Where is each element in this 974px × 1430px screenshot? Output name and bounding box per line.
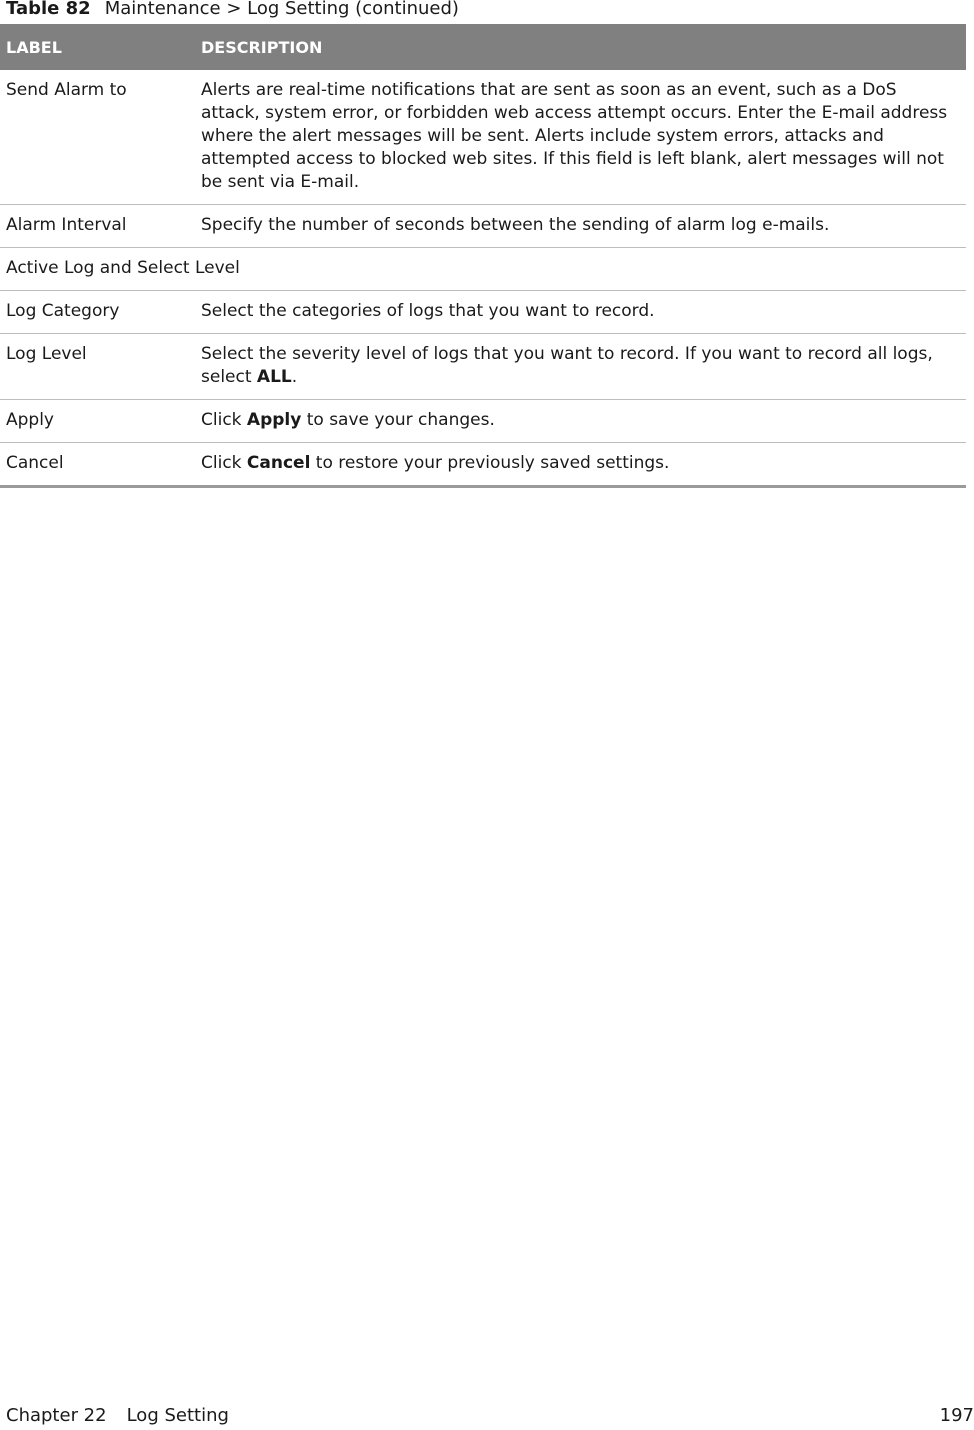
row-description [195,334,966,400]
table-row [0,205,966,248]
page-footer [6,1403,229,1429]
row-description [195,400,966,443]
footer-chapter: Chapter 22 [6,1405,107,1426]
description-text: . [291,367,298,387]
table-header-row [0,24,966,70]
table-row [0,443,966,487]
description-text: to save your changes. [301,410,495,430]
description-text: to restore your previously saved settings. [310,453,670,473]
row-description [195,443,966,487]
table-caption [6,0,459,21]
description-bold: Apply [246,410,302,430]
header-label: LABEL [0,24,195,70]
row-label: Alarm Interval [0,205,195,248]
table-title: Maintenance > Log Setting (continued) [104,0,459,19]
description-text: Select the severity level of logs that you want to record. If you want to record all logs, select [201,344,933,387]
row-label: Send Alarm to [0,70,195,205]
table-number: Table 82 [6,0,91,19]
log-setting-table [0,24,966,488]
table-row [0,70,966,205]
row-label: Log Category [0,291,195,334]
section-heading: Active Log and Select Level [0,248,966,291]
row-description: Alerts are real-time notifications that are sent as soon as an event, such as a DoS attack, system error, or forbidden web access attempt occurs. Enter the E-mail address where the alert messages will be sent. Alerts include system errors, attacks and attempted access to blocked web sites. If this field is left blank, alert messages will not be sent via E-mail. [195,70,966,205]
footer-section: Log Setting [126,1405,229,1426]
table-section-row [0,248,966,291]
description-bold: Cancel [246,453,311,473]
description-text: Click [201,410,247,430]
row-label: Log Level [0,334,195,400]
row-label: Cancel [0,443,195,487]
table-row [0,400,966,443]
description-bold: ALL [256,367,292,387]
row-description: Specify the number of seconds between the sending of alarm log e-mails. [195,205,966,248]
header-description: DESCRIPTION [195,24,966,70]
table-row [0,334,966,400]
page-number: 197 [939,1405,974,1426]
row-description: Select the categories of logs that you want to record. [195,291,966,334]
table-row [0,291,966,334]
row-label: Apply [0,400,195,443]
description-text: Click [201,453,247,473]
